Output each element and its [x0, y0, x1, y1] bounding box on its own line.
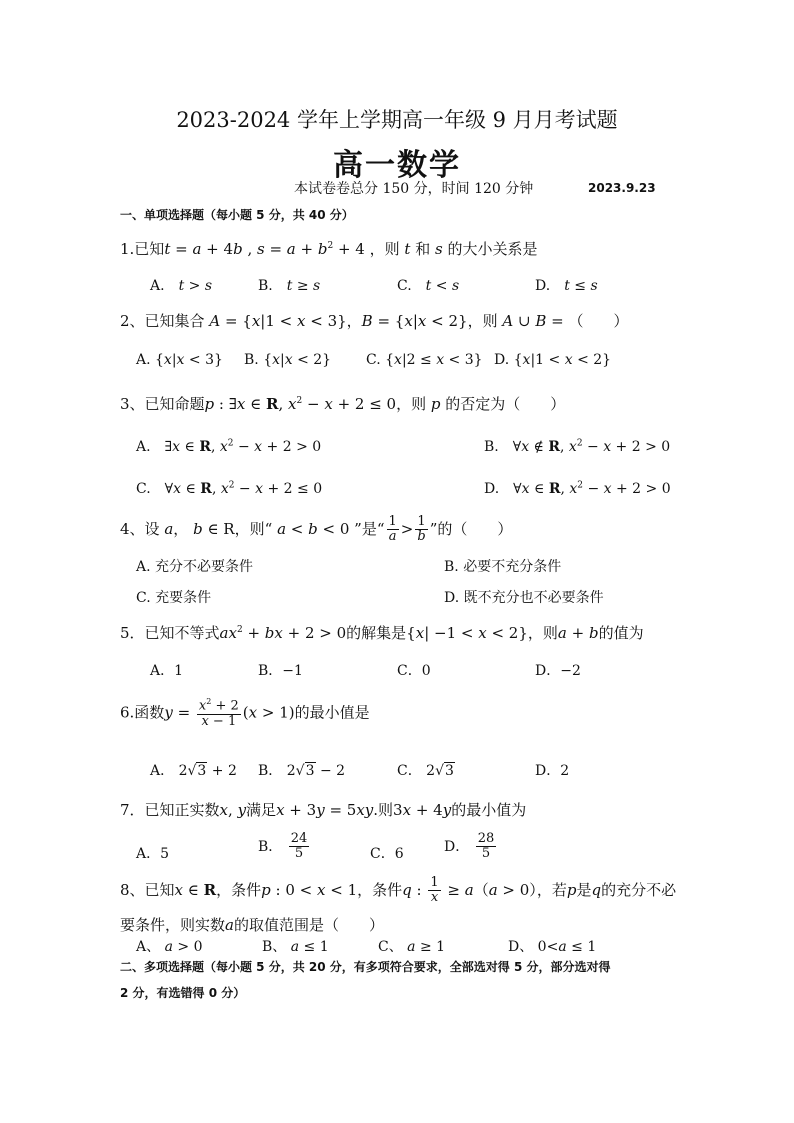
q1-option-c: C. t < s	[397, 278, 460, 294]
q5-option-b: B．−1	[258, 663, 303, 679]
q7-option-d: D． $\frac{28}{5}$	[444, 831, 495, 862]
q1-option-b: B. t ≥ s	[258, 278, 321, 294]
exam-title: 2023-2024 学年上学期高一年级 9 月月考试题	[176, 108, 618, 132]
q1-tail: 的大小关系是	[447, 240, 538, 258]
question-5: 5．已知不等式$ax^2$ + bx + 2 > 0的解集是{x| −1 < x < 2}，则a + b的值为	[120, 624, 644, 642]
q1-prefix: 1.已知	[120, 240, 165, 258]
question-1: 1.已知t = a + 4b , $s = a + b^2 + 4$ ，则 t 和 s 的大小关系是	[120, 240, 538, 258]
q3-option-a: A. ∃x ∈ R, $x^2 - x + 2 > 0$	[136, 438, 322, 455]
q4-option-b: B. 必要不充分条件	[444, 559, 562, 575]
q3-option-d: D. ∀x ∈ R, $x^2 - x + 2 > 0$	[484, 480, 671, 497]
subject-title: 高一数学	[333, 148, 461, 183]
exam-date: 2023.9.23	[588, 181, 656, 195]
question-4: 4、设 a， b ∈ R，则“ a < b < 0 ”是“ $\frac{1}{a}$ > $\frac{1}{b}$ ”的（ ）	[120, 514, 513, 545]
q1-and: 和	[415, 240, 431, 258]
question-7: 7．已知正实数x, y满足x + 3y = 5xy.则3x + 4y的最小值为	[120, 801, 527, 819]
q2-option-a: A. {x|x < 3}	[136, 352, 223, 368]
question-6: 6.函数y = $\frac{x^2 + 2}{x - 1}$ (x > 1)的最小值是	[120, 697, 370, 729]
q8-option-a: A、 a > 0	[136, 939, 203, 955]
q1-option-d: D. t ≤ s	[535, 278, 598, 294]
q1-option-a: A. t > s	[150, 278, 213, 294]
q4-option-d: D. 既不充分也不必要条件	[444, 590, 604, 606]
q6-option-b: B． 2√3 − 2	[258, 763, 346, 779]
q5-option-c: C．0	[397, 663, 431, 679]
question-2: 2、已知集合 A = {x|1 < x < 3}，B = {x|x < 2}，则 A ∪ B = （ ）	[120, 312, 629, 330]
question-3: 3、已知命题p : ∃x ∈ R, $x^2 - x + 2 \le 0$，则 p 的否定为（ ）	[120, 395, 566, 413]
question-8: 8、已知x ∈ R，条件p : 0 < x < 1，条件q : $\frac{1}{x}$ ≥ a（a > 0），若p是q的充分不必	[120, 875, 677, 906]
q6-option-a: A． 2√3 + 2	[150, 763, 237, 779]
q3-option-b: B. ∀x ∉ R, $x^2 - x + 2 > 0$	[484, 438, 671, 455]
section-1-heading: 一、单项选择题（每小题 5 分，共 40 分）	[120, 208, 354, 222]
q3-option-c: C. ∀x ∈ R, $x^2 - x + 2 \le 0$	[136, 480, 323, 497]
q5-option-a: A．1	[150, 663, 184, 679]
q8-option-c: C、 a ≥ 1	[378, 939, 446, 955]
q2-option-c: C. {x|2 ≤ x < 3}	[366, 352, 483, 368]
question-8-line2: 要条件，则实数a的取值范围是（ ）	[120, 916, 384, 934]
q2-option-b: B. {x|x < 2}	[244, 352, 332, 368]
q2-option-d: D. {x|1 < x < 2}	[494, 352, 612, 368]
q7-option-a: A．5	[136, 846, 170, 862]
q4-option-a: A. 充分不必要条件	[136, 559, 254, 575]
q8-option-d: D、 0<a ≤ 1	[508, 939, 597, 955]
exam-info: 本试卷卷总分 150 分，时间 120 分钟	[294, 181, 534, 197]
q4-option-c: C. 充要条件	[136, 590, 212, 606]
section-2-heading-line2: 2 分，有选错得 0 分）	[120, 986, 246, 1000]
q6-option-d: D．2	[535, 763, 570, 779]
q6-option-c: C． 2√3	[397, 763, 454, 779]
q5-option-d: D．−2	[535, 663, 581, 679]
q7-option-c: C．6	[370, 846, 404, 862]
q8-option-b: B、 a ≤ 1	[262, 939, 329, 955]
section-2-heading-line1: 二、多项选择题（每小题 5 分，共 20 分，有多项符合要求，全部选对得 5 分，部分选对得	[120, 960, 611, 974]
q7-option-b: B． $\frac{24}{5}$	[258, 831, 308, 862]
